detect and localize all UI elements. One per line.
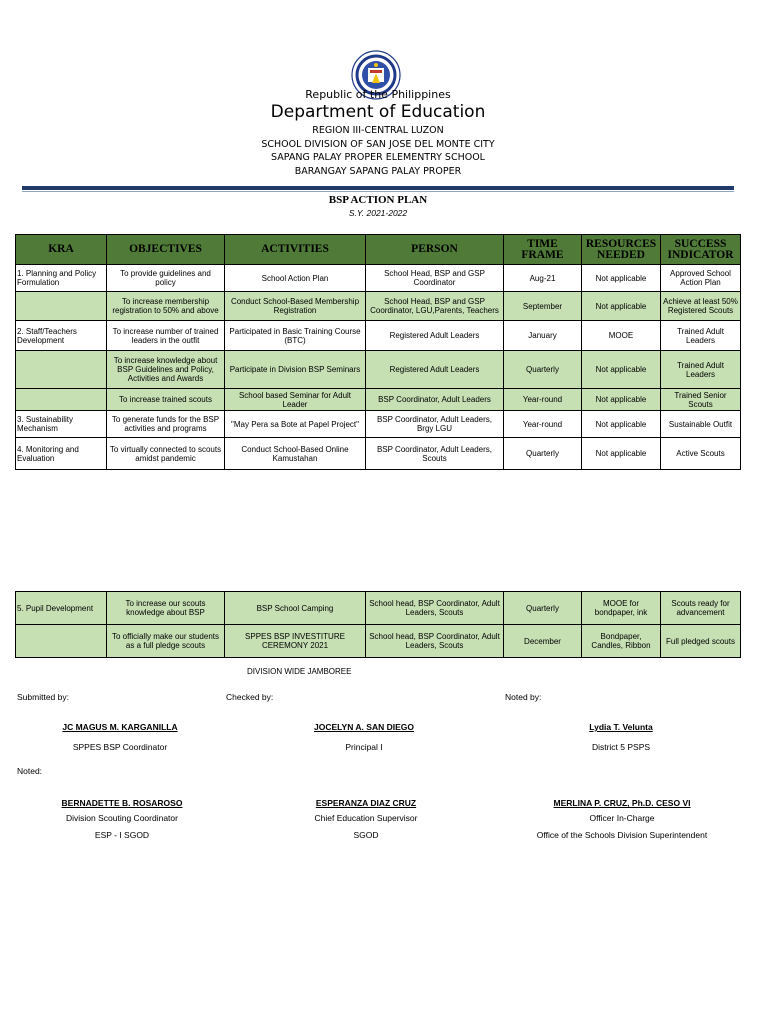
signatory-title: District 5 PSPS (591, 742, 651, 752)
signatory-division-coordinator (20, 796, 224, 843)
signatory-title-2: ESP - I SGOD (94, 830, 150, 840)
table-cell: School Head, BSP and GSP Coordinator, LGU,Parents, Teachers (366, 292, 504, 321)
signatory-name: JC MAGUS M. KARGANILLA (62, 722, 178, 732)
table-cell: Approved School Action Plan (661, 265, 741, 292)
table-row (16, 265, 741, 292)
table-cell: To provide guidelines and policy (107, 265, 225, 292)
table-cell: Not applicable (582, 265, 661, 292)
plan-title: BSP ACTION PLAN (328, 194, 428, 206)
table-cell: Bondpaper, Candles, Ribbon (582, 625, 661, 658)
table-header-row (16, 235, 741, 265)
table-cell: Participate in Division BSP Seminars (225, 351, 366, 389)
table-cell: Not applicable (582, 292, 661, 321)
table-cell: 3. Sustainability Mechanism (16, 411, 107, 438)
table-cell: Sustainable Outfit (661, 411, 741, 438)
school-label: SAPANG PALAY PROPER ELEMENTRY SCHOOL (271, 152, 485, 163)
table-cell: Year-round (504, 411, 582, 438)
signatory-principal (264, 722, 464, 752)
col-header-objectives: OBJECTIVES (107, 235, 225, 265)
table-cell: December (504, 625, 582, 658)
table-cell: To officially make our students as a full pledge scouts (107, 625, 225, 658)
signatory-title-2: Office of the Schools Division Superintendent (536, 830, 708, 840)
table-row (16, 411, 741, 438)
table-cell: To increase number of trained leaders in the outfit (107, 321, 225, 351)
table-cell (16, 292, 107, 321)
signatory-title: Officer In-Charge (589, 813, 655, 823)
table-cell: 1. Planning and Policy Formulation (16, 265, 107, 292)
table-cell: Quarterly (504, 592, 582, 625)
signatory-name: BERNADETTE B. ROSAROSO (61, 798, 183, 808)
table-cell: School based Seminar for Adult Leader (225, 389, 366, 411)
table-cell: School head, BSP Coordinator, Adult Leaders, Scouts (366, 592, 504, 625)
signatory-title: Chief Education Supervisor (314, 813, 418, 823)
table-cell: Aug-21 (504, 265, 582, 292)
table-cell: Scouts ready for advancement (661, 592, 741, 625)
school-year: S.Y. 2021-2022 (348, 208, 408, 218)
table-cell: "May Pera sa Bote at Papel Project" (225, 411, 366, 438)
signatory-name: ESPERANZA DIAZ CRUZ (315, 798, 417, 808)
table-cell: Quarterly (504, 438, 582, 470)
table-cell: Not applicable (582, 389, 661, 411)
table-cell: SPPES BSP INVESTITURE CEREMONY 2021 (225, 625, 366, 658)
table-cell: BSP Coordinator, Adult Leaders, Brgy LGU (366, 411, 504, 438)
table-cell: Full pledged scouts (661, 625, 741, 658)
table-row (16, 321, 741, 351)
table-cell: BSP Coordinator, Adult Leaders, Scouts (366, 438, 504, 470)
table-cell: School Head, BSP and GSP Coordinator (366, 265, 504, 292)
col-header-success-indicator: SUCCESS INDICATOR (661, 235, 741, 265)
division-jamboree-note: DIVISION WIDE JAMBOREE (247, 667, 352, 676)
table-cell: Conduct School-Based Membership Registration (225, 292, 366, 321)
table-cell: Trained Senior Scouts (661, 389, 741, 411)
signatory-title: Principal I (345, 742, 383, 752)
table-row (16, 389, 741, 411)
table-cell: To increase knowledge about BSP Guidelines and Policy, Activities and Awards (107, 351, 225, 389)
table-cell: Year-round (504, 389, 582, 411)
noted-by-label: Noted by: (505, 692, 542, 702)
table-cell: Registered Adult Leaders (366, 351, 504, 389)
table-cell: Registered Adult Leaders (366, 321, 504, 351)
table-cell: Quarterly (504, 351, 582, 389)
table-row (16, 625, 741, 658)
col-header-kra: KRA (16, 235, 107, 265)
signatory-title-2: SGOD (353, 830, 379, 840)
header-divider (22, 186, 734, 190)
table-cell (16, 351, 107, 389)
table-row (16, 292, 741, 321)
table-cell (16, 625, 107, 658)
table-cell: To generate funds for the BSP activities and programs (107, 411, 225, 438)
table-cell: Active Scouts (661, 438, 741, 470)
action-plan-table-continued (15, 591, 741, 658)
table-cell: Achieve at least 50% Registered Scouts (661, 292, 741, 321)
table-cell: Not applicable (582, 351, 661, 389)
col-header-resources: RESOURCES NEEDED (582, 235, 661, 265)
signatory-coordinator (20, 722, 220, 752)
table-cell: BSP Coordinator, Adult Leaders (366, 389, 504, 411)
republic-label: Republic of the Philippines (305, 88, 451, 101)
signatory-name: MERLINA P. CRUZ, Ph.D. CESO VI (553, 798, 691, 808)
table-cell: Conduct School-Based Online Kamustahan (225, 438, 366, 470)
department-title: Department of Education (270, 102, 486, 122)
table-cell: Trained Adult Leaders (661, 351, 741, 389)
table-cell: BSP School Camping (225, 592, 366, 625)
table-row (16, 438, 741, 470)
region-label: REGION III-CENTRAL LUZON (312, 125, 444, 136)
table-cell (16, 389, 107, 411)
table-cell: September (504, 292, 582, 321)
division-label: SCHOOL DIVISION OF SAN JOSE DEL MONTE CITY (261, 139, 495, 150)
signatory-name: Lydia T. Velunta (589, 722, 653, 732)
table-cell: Trained Adult Leaders (661, 321, 741, 351)
table-cell: Not applicable (582, 438, 661, 470)
table-cell: 2. Staff/Teachers Development (16, 321, 107, 351)
table-cell: 4. Monitoring and Evaluation (16, 438, 107, 470)
table-cell: Participated in Basic Training Course (BTC) (225, 321, 366, 351)
checked-by-label: Checked by: (226, 692, 274, 702)
signatory-supervisor (264, 796, 468, 843)
table-cell: January (504, 321, 582, 351)
submitted-by-label: Submitted by: (17, 692, 69, 702)
table-cell: 5. Pupil Development (16, 592, 107, 625)
table-cell: Not applicable (582, 411, 661, 438)
noted-label: Noted: (17, 766, 43, 776)
table-row (16, 351, 741, 389)
table-cell: School Action Plan (225, 265, 366, 292)
signatory-title: Division Scouting Coordinator (66, 813, 178, 823)
table-cell: To increase trained scouts (107, 389, 225, 411)
signatory-oic (520, 796, 724, 843)
table-cell: To increase membership registration to 50% and above (107, 292, 225, 321)
table-cell: MOOE (582, 321, 661, 351)
barangay-label: BARANGAY SAPANG PALAY PROPER (294, 166, 462, 177)
signatory-title: SPPES BSP Coordinator (72, 742, 168, 752)
header-divider-thin (22, 191, 734, 192)
signatory-name: JOCELYN A. SAN DIEGO (314, 722, 414, 732)
table-cell: School head, BSP Coordinator, Adult Leaders, Scouts (366, 625, 504, 658)
signatory-psps (521, 722, 721, 752)
col-header-time-frame: TIME FRAME (504, 235, 582, 265)
col-header-activities: ACTIVITIES (225, 235, 366, 265)
col-header-person: PERSON (366, 235, 504, 265)
table-cell: To virtually connected to scouts amidst pandemic (107, 438, 225, 470)
action-plan-table (15, 234, 741, 470)
table-cell: MOOE for bondpaper, ink (582, 592, 661, 625)
table-cell: To increase our scouts knowledge about BSP (107, 592, 225, 625)
table-row (16, 592, 741, 625)
